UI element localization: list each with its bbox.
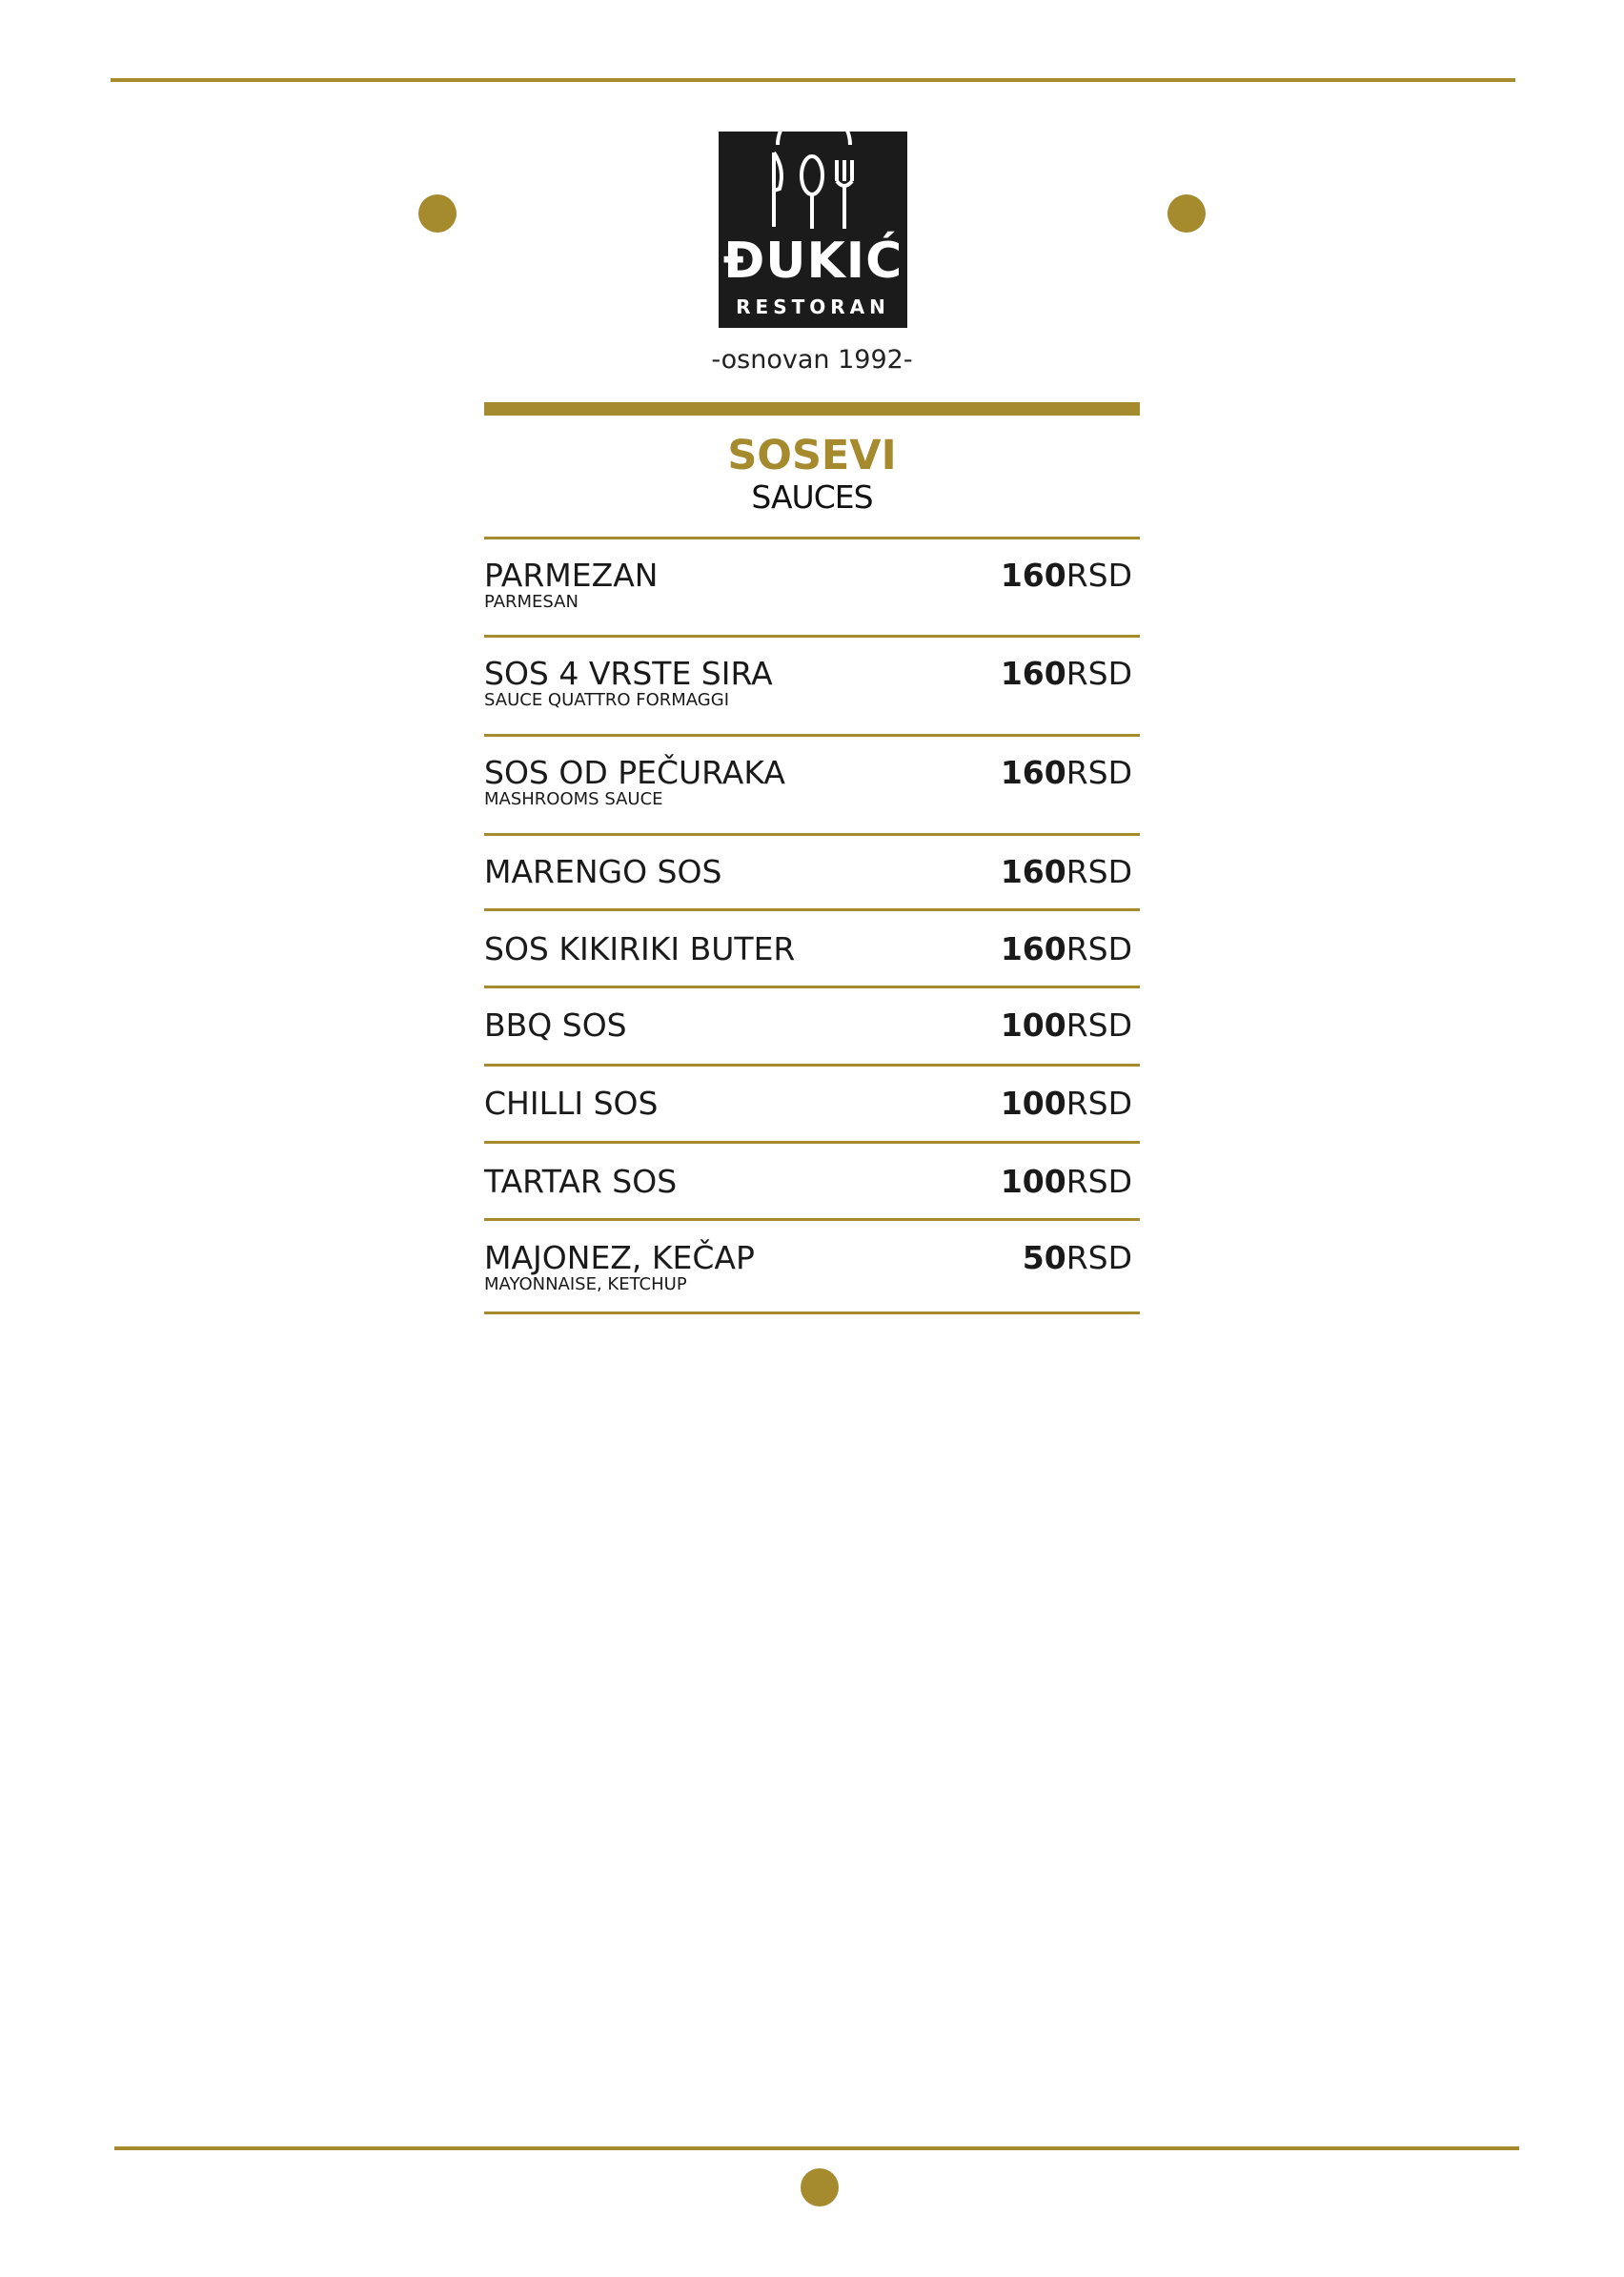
item-price: 100RSD: [1000, 1085, 1132, 1122]
logo-name: ĐUKIĆ: [722, 233, 903, 290]
decorative-dot-right: [1167, 194, 1206, 233]
menu-item: [484, 1163, 1140, 1201]
item-name: CHILLI SOS: [484, 1085, 659, 1122]
item-price: 100RSD: [1000, 1006, 1132, 1044]
menu-item: [484, 655, 1140, 712]
item-english-name: MASHROOMS SAUCE: [484, 789, 663, 809]
menu-item: [484, 1239, 1140, 1296]
menu-item: [484, 557, 1140, 614]
decorative-dot-bottom: [801, 2168, 839, 2206]
menu-divider: [484, 908, 1140, 911]
menu-item: [484, 1085, 1140, 1123]
menu-divider: [484, 1218, 1140, 1221]
decorative-dot-left: [418, 194, 457, 233]
item-english-name: MAYONNAISE, KETCHUP: [484, 1274, 687, 1294]
menu-divider: [484, 1311, 1140, 1314]
item-price: 160RSD: [1000, 853, 1132, 890]
menu-item: [484, 853, 1140, 891]
item-price: 100RSD: [1000, 1163, 1132, 1200]
item-name: SOS OD PEČURAKA: [484, 754, 785, 791]
menu-divider: [484, 1141, 1140, 1144]
item-name: SOS 4 VRSTE SIRA: [484, 655, 773, 692]
menu-item: [484, 754, 1140, 811]
menu-item: [484, 930, 1140, 968]
cutlery-logo-icon: [719, 132, 907, 236]
item-name: BBQ SOS: [484, 1006, 627, 1044]
menu-divider: [484, 734, 1140, 737]
item-price: 50RSD: [1022, 1239, 1132, 1276]
item-price: 160RSD: [1000, 754, 1132, 791]
section-title: SOSEVI: [727, 432, 897, 479]
menu-divider: [484, 833, 1140, 836]
section-header-bar: [484, 402, 1140, 416]
menu-divider: [484, 986, 1140, 988]
menu-divider: [484, 635, 1140, 638]
item-name: SOS KIKIRIKI BUTER: [484, 930, 796, 967]
item-price: 160RSD: [1000, 655, 1132, 692]
top-divider: [111, 78, 1515, 82]
menu-item: [484, 1006, 1140, 1045]
menu-divider: [484, 537, 1140, 539]
item-english-name: SAUCE QUATTRO FORMAGGI: [484, 690, 730, 710]
founded-tagline: -osnovan 1992-: [711, 345, 913, 375]
section-subtitle: SAUCES: [751, 478, 873, 516]
item-name: PARMEZAN: [484, 557, 659, 594]
item-price: 160RSD: [1000, 930, 1132, 967]
menu-divider: [484, 1064, 1140, 1067]
item-price: 160RSD: [1000, 557, 1132, 594]
item-name: TARTAR SOS: [484, 1163, 678, 1200]
item-name: MAJONEZ, KEČAP: [484, 1239, 755, 1276]
item-english-name: PARMESAN: [484, 592, 579, 612]
restaurant-logo: [719, 132, 907, 328]
logo-subtitle: RESTORAN: [736, 295, 890, 318]
bottom-divider: [114, 2146, 1519, 2150]
item-name: MARENGO SOS: [484, 853, 722, 890]
